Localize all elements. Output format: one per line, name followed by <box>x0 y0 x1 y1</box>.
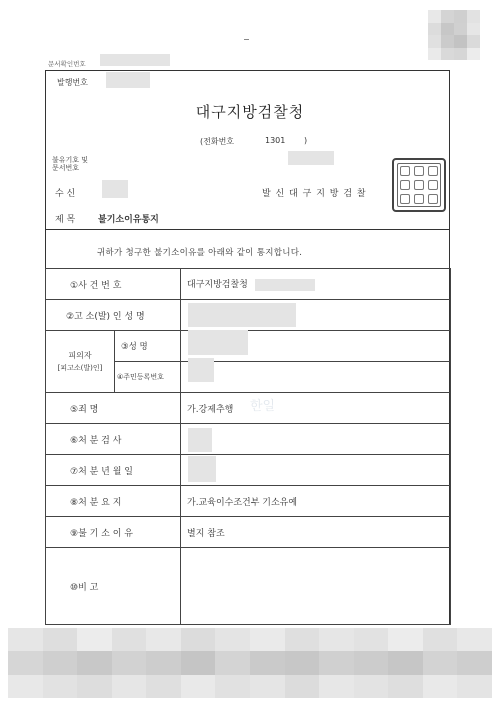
name-label: ③성 명 <box>115 331 181 362</box>
doc-code-label-1: 불유기호 및 <box>52 156 89 164</box>
id-cell <box>181 362 451 393</box>
date-label: ⑦처 분 년 월 일 <box>46 455 181 486</box>
suspect-cell <box>46 331 115 393</box>
issue-no-label: 발행번호 <box>57 78 88 87</box>
charge-label: ⑤죄 명 <box>46 393 181 424</box>
prosecutor-cell <box>181 424 451 455</box>
phone-label: (전화번호 <box>200 137 235 146</box>
subject-label: 제 목 <box>55 215 76 225</box>
doc-confirm-label: 문서확인번호 <box>48 60 86 68</box>
phone-close: ) <box>304 136 308 145</box>
case-no-value: 대구지방검찰청 <box>187 280 248 291</box>
phone-value: 1301 <box>265 136 286 145</box>
top-dash <box>244 39 249 40</box>
charge-value: 가.강제추행 <box>181 393 451 424</box>
table-row <box>46 455 451 486</box>
prosecutor-label: ⑥처 분 검 사 <box>46 424 181 455</box>
official-seal <box>392 158 446 212</box>
disposition-label: ⑧처 분 요 지 <box>46 486 181 517</box>
subject-divider <box>45 229 450 230</box>
table-row <box>46 517 451 548</box>
case-no-label: ①사 건 번 호 <box>46 269 181 300</box>
doc-code-redaction <box>288 151 334 165</box>
complainant-label: ②고 소(발) 인 성 명 <box>46 300 181 331</box>
reason-label: ⑨불 기 소 이 유 <box>46 517 181 548</box>
redacted-footer-band <box>8 628 492 698</box>
table-row <box>46 269 451 300</box>
complainant-redaction <box>188 303 296 327</box>
doc-confirm-redaction <box>100 54 170 66</box>
table-row <box>46 393 451 424</box>
prosecutor-redaction <box>188 428 212 452</box>
date-cell <box>181 455 451 486</box>
case-no-redaction <box>255 279 315 291</box>
page-title: 대구지방검찰청 <box>195 103 305 121</box>
table-row <box>46 548 451 625</box>
table-row <box>46 486 451 517</box>
table-row <box>46 331 451 362</box>
disposition-value: 가.교육이수조건부 기소유예 <box>181 486 451 517</box>
notice-text: 귀하가 청구한 불기소이유를 아래와 같이 통지합니다. <box>97 248 303 258</box>
suspect-id-redaction <box>188 358 214 382</box>
recipient-label: 수 신 <box>55 189 76 199</box>
subject-value: 불기소이유통지 <box>98 215 159 225</box>
suspect-name-redaction <box>188 330 248 355</box>
id-label: ④주민등록번호 <box>115 362 181 393</box>
watermark: 한일 <box>250 399 276 414</box>
reason-value: 별지 참조 <box>181 517 451 548</box>
remark-label: ⑩비 고 <box>46 548 181 625</box>
redacted-corner-block <box>428 10 480 60</box>
recipient-redaction <box>102 180 128 198</box>
suspect-sub: [피고소(발)인] <box>57 363 103 372</box>
suspect-label: 피의자 <box>68 350 92 360</box>
table-row <box>46 424 451 455</box>
remark-cell <box>181 548 451 625</box>
doc-code-label-2: 문서번호 <box>52 164 80 172</box>
date-redaction <box>188 456 216 482</box>
case-no-cell <box>181 269 451 300</box>
sender-text: 발 신 대 구 지 방 검 찰 <box>262 189 367 199</box>
